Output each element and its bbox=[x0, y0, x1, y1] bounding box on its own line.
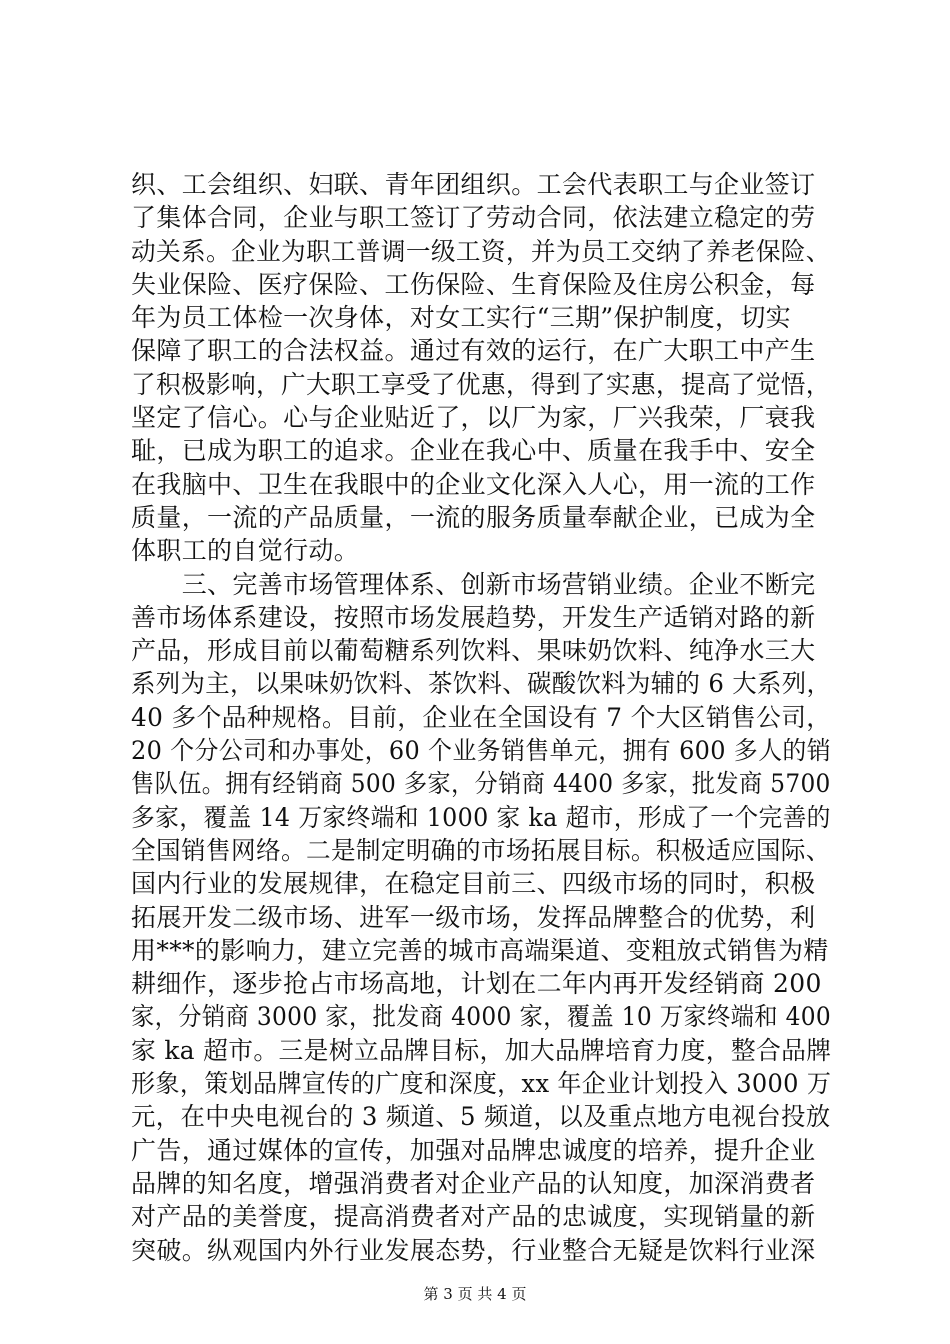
page-number-footer: 第 3 页 共 4 页 bbox=[423, 1285, 527, 1303]
text-line: 三、完善市场管理体系、创新市场营销业绩。企业不断完 bbox=[131, 569, 816, 599]
text-line: 多家，覆盖 14 万家终端和 1000 家 ka 超市，形成了一个完善的 bbox=[131, 802, 831, 832]
text-line: 40 多个品种规格。目前，企业在全国设有 7 个大区销售公司， bbox=[131, 702, 832, 732]
text-line: 用***的影响力，建立完善的城市高端渠道、变粗放式销售为精 bbox=[131, 935, 829, 965]
text-line: 动关系。企业为职工普调一级工资，并为员工交纳了养老保险、 bbox=[131, 236, 831, 266]
text-line: 售队伍。拥有经销商 500 多家，分销商 4400 多家，批发商 5700 bbox=[131, 769, 831, 799]
text-line: 国内行业的发展规律，在稳定目前三、四级市场的同时，积极 bbox=[131, 869, 816, 899]
text-line: 善市场体系建设，按照市场发展趋势，开发生产适销对路的新 bbox=[131, 602, 816, 632]
text-line: 全国销售网络。二是制定明确的市场拓展目标。积极适应国际、 bbox=[131, 835, 831, 865]
text-line: 对产品的美誉度，提高消费者对产品的忠诚度，实现销量的新 bbox=[131, 1202, 816, 1232]
text-line: 家，分销商 3000 家，批发商 4000 家，覆盖 10 万家终端和 400 bbox=[131, 1002, 832, 1032]
text-line: 形象，策划品牌宣传的广度和深度，xx 年企业计划投入 3000 万 bbox=[131, 1069, 832, 1099]
text-line: 年为员工体检一次身体，对女工实行“三期”保护制度，切实 bbox=[131, 303, 792, 333]
body-text bbox=[131, 168, 831, 1267]
text-line: 保障了职工的合法权益。通过有效的运行，在广大职工中产生 bbox=[131, 336, 816, 366]
text-line: 元，在中央电视台的 3 频道、5 频道，以及重点地方电视台投放 bbox=[131, 1102, 831, 1132]
text-line: 坚定了信心。心与企业贴近了，以厂为家，厂兴我荣，厂衰我 bbox=[131, 403, 816, 433]
text-line: 在我脑中、卫生在我眼中的企业文化深入人心，用一流的工作 bbox=[131, 469, 816, 499]
text-line: 家 ka 超市。三是树立品牌目标，加大品牌培育力度，整合品牌 bbox=[131, 1035, 832, 1065]
text-line: 20 个分公司和办事处，60 个业务销售单元，拥有 600 多人的销 bbox=[131, 736, 832, 766]
text-line: 系列为主，以果味奶饮料、茶饮料、碳酸饮料为辅的 6 大系列， bbox=[131, 669, 832, 699]
text-line: 耕细作，逐步抢占市场高地，计划在二年内再开发经销商 200 bbox=[131, 969, 822, 999]
text-line: 了积极影响，广大职工享受了优惠，得到了实惠，提高了觉悟， bbox=[131, 369, 831, 399]
text-line: 产品，形成目前以葡萄糖系列饮料、果味奶饮料、纯净水三大 bbox=[131, 636, 816, 666]
text-line: 耻，已成为职工的追求。企业在我心中、质量在我手中、安全 bbox=[131, 436, 816, 466]
text-line: 体职工的自觉行动。 bbox=[131, 536, 360, 566]
text-line: 质量，一流的产品质量，一流的服务质量奉献企业，已成为全 bbox=[131, 502, 816, 532]
text-line: 失业保险、医疗保险、工伤保险、生育保险及住房公积金，每 bbox=[131, 269, 816, 299]
text-line: 广告，通过媒体的宣传，加强对品牌忠诚度的培养，提升企业 bbox=[131, 1135, 816, 1165]
text-line: 突破。纵观国内外行业发展态势，行业整合无疑是饮料行业深 bbox=[131, 1235, 816, 1265]
text-line: 拓展开发二级市场、进军一级市场，发挥品牌整合的优势，利 bbox=[131, 902, 816, 932]
text-line: 品牌的知名度，增强消费者对企业产品的认知度，加深消费者 bbox=[131, 1168, 816, 1198]
text-line: 了集体合同，企业与职工签订了劳动合同，依法建立稳定的劳 bbox=[131, 203, 816, 233]
text-line: 织、工会组织、妇联、青年团组织。工会代表职工与企业签订 bbox=[131, 170, 816, 199]
